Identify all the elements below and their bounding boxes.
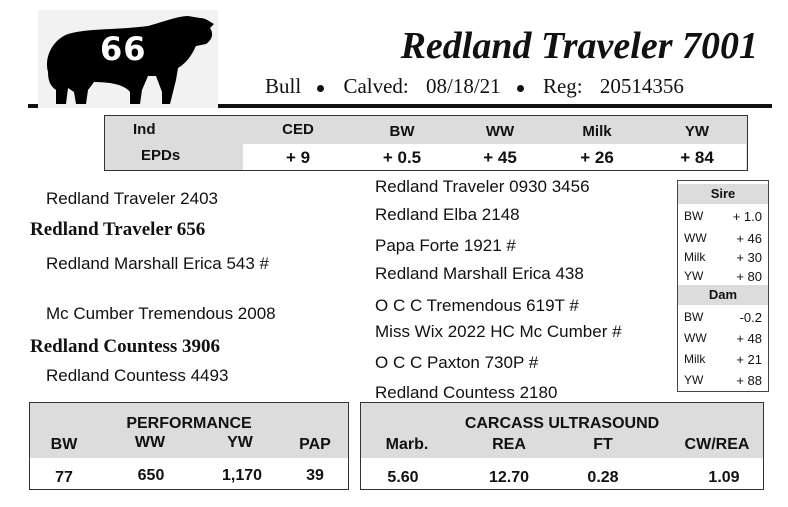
epd-row-label: EPDs — [141, 147, 181, 164]
performance-title: PERFORMANCE — [126, 415, 252, 432]
carcass-column-header: CW/REA — [684, 436, 750, 453]
epd-value: + 26 — [580, 148, 614, 167]
epd-table — [104, 115, 748, 171]
epd-column-header: CED — [282, 121, 314, 138]
performance-value: 77 — [55, 469, 73, 486]
animal-info-line — [265, 74, 684, 99]
carcass-box — [360, 402, 764, 490]
performance-column-header: WW — [134, 434, 166, 451]
dam-epd-label: WW — [684, 331, 707, 345]
bullet-icon — [317, 85, 324, 92]
calved-date: 08/18/21 — [426, 74, 501, 98]
dam-epd-title: Dam — [678, 285, 768, 305]
pedigree-gen3: Redland Elba 2148 — [375, 205, 520, 224]
reg-label: Reg: — [542, 74, 583, 98]
pedigree-gen3: O C C Tremendous 619T # — [375, 296, 579, 315]
epd-column-header: YW — [684, 123, 710, 140]
carcass-column-header: FT — [593, 436, 613, 453]
sire-dam-epd-box — [677, 180, 769, 392]
performance-column-header: YW — [227, 434, 253, 451]
sire-epd-title: Sire — [678, 184, 768, 204]
dam-epd-value: + 48 — [736, 331, 762, 346]
lot-number: 66 — [100, 30, 147, 68]
sire-epd-label: Milk — [684, 250, 706, 264]
carcass-value: 1.09 — [708, 469, 740, 486]
dam-epd-label: BW — [684, 310, 704, 324]
carcass-value: 0.28 — [587, 469, 619, 486]
carcass-column-header: REA — [492, 436, 526, 453]
header-rule — [28, 104, 38, 108]
pedigree-gen3: Papa Forte 1921 # — [375, 236, 516, 255]
performance-value: 650 — [137, 467, 165, 484]
sire-epd-value: + 30 — [736, 250, 762, 265]
epd-value: + 0.5 — [382, 148, 422, 167]
performance-column-header: PAP — [299, 436, 331, 453]
performance-value: 39 — [306, 467, 324, 484]
performance-column-header: BW — [50, 436, 78, 453]
pedigree-dam-dam: Redland Countess 4493 — [46, 366, 229, 385]
carcass-column-header: Marb. — [385, 436, 429, 453]
sire-epd-label: WW — [684, 231, 707, 245]
sire-epd-value: + 80 — [736, 269, 762, 284]
sire-epd-value: + 46 — [736, 231, 762, 246]
performance-box — [29, 402, 349, 490]
carcass-value: 12.70 — [488, 469, 530, 486]
sire-epd-label: YW — [684, 269, 704, 283]
dam-epd-value: + 21 — [736, 352, 762, 367]
pedigree-gen3: Redland Countess 2180 — [375, 383, 558, 402]
dam-epd-value: + 88 — [736, 373, 762, 388]
dam-epd-label: Milk — [684, 352, 706, 366]
reg-number: 20514356 — [599, 74, 684, 98]
epd-column-header: BW — [389, 123, 415, 140]
calved-label: Calved: — [343, 74, 409, 98]
epd-value: + 9 — [285, 148, 311, 167]
bullet-icon — [517, 85, 524, 92]
pedigree-gen3: O C C Paxton 730P # — [375, 353, 539, 372]
carcass-title: CARCASS ULTRASOUND — [464, 415, 660, 432]
dam-epd-label: YW — [684, 373, 704, 387]
epd-value: + 84 — [680, 148, 714, 167]
pedigree-sire: Redland Traveler 656 — [30, 219, 206, 240]
pedigree-gen3: Redland Traveler 0930 3456 — [375, 177, 590, 196]
pedigree-sire-sire: Redland Traveler 2403 — [46, 189, 219, 208]
epd-row-label: Ind — [133, 121, 156, 138]
epd-value: + 45 — [483, 148, 517, 167]
pedigree-sire-dam: Redland Marshall Erica 543 # — [46, 254, 270, 273]
epd-column-header: Milk — [582, 123, 612, 140]
carcass-value: 5.60 — [387, 469, 419, 486]
pedigree-dam: Redland Countess 3906 — [30, 336, 221, 357]
pedigree-dam-sire: Mc Cumber Tremendous 2008 — [46, 304, 276, 323]
pedigree-gen3: Miss Wix 2022 HC Mc Cumber # — [375, 322, 622, 341]
performance-value: 1,170 — [221, 467, 263, 484]
header-rule — [218, 104, 772, 108]
sire-epd-value: + 1.0 — [732, 209, 762, 224]
sire-epd-label: BW — [684, 209, 704, 223]
sex-label: Bull — [265, 74, 302, 98]
animal-name: Redland Traveler 7001 — [400, 25, 758, 67]
epd-column-header: WW — [485, 123, 515, 140]
dam-epd-value: -0.2 — [739, 310, 762, 325]
pedigree-gen3: Redland Marshall Erica 438 — [375, 264, 584, 283]
